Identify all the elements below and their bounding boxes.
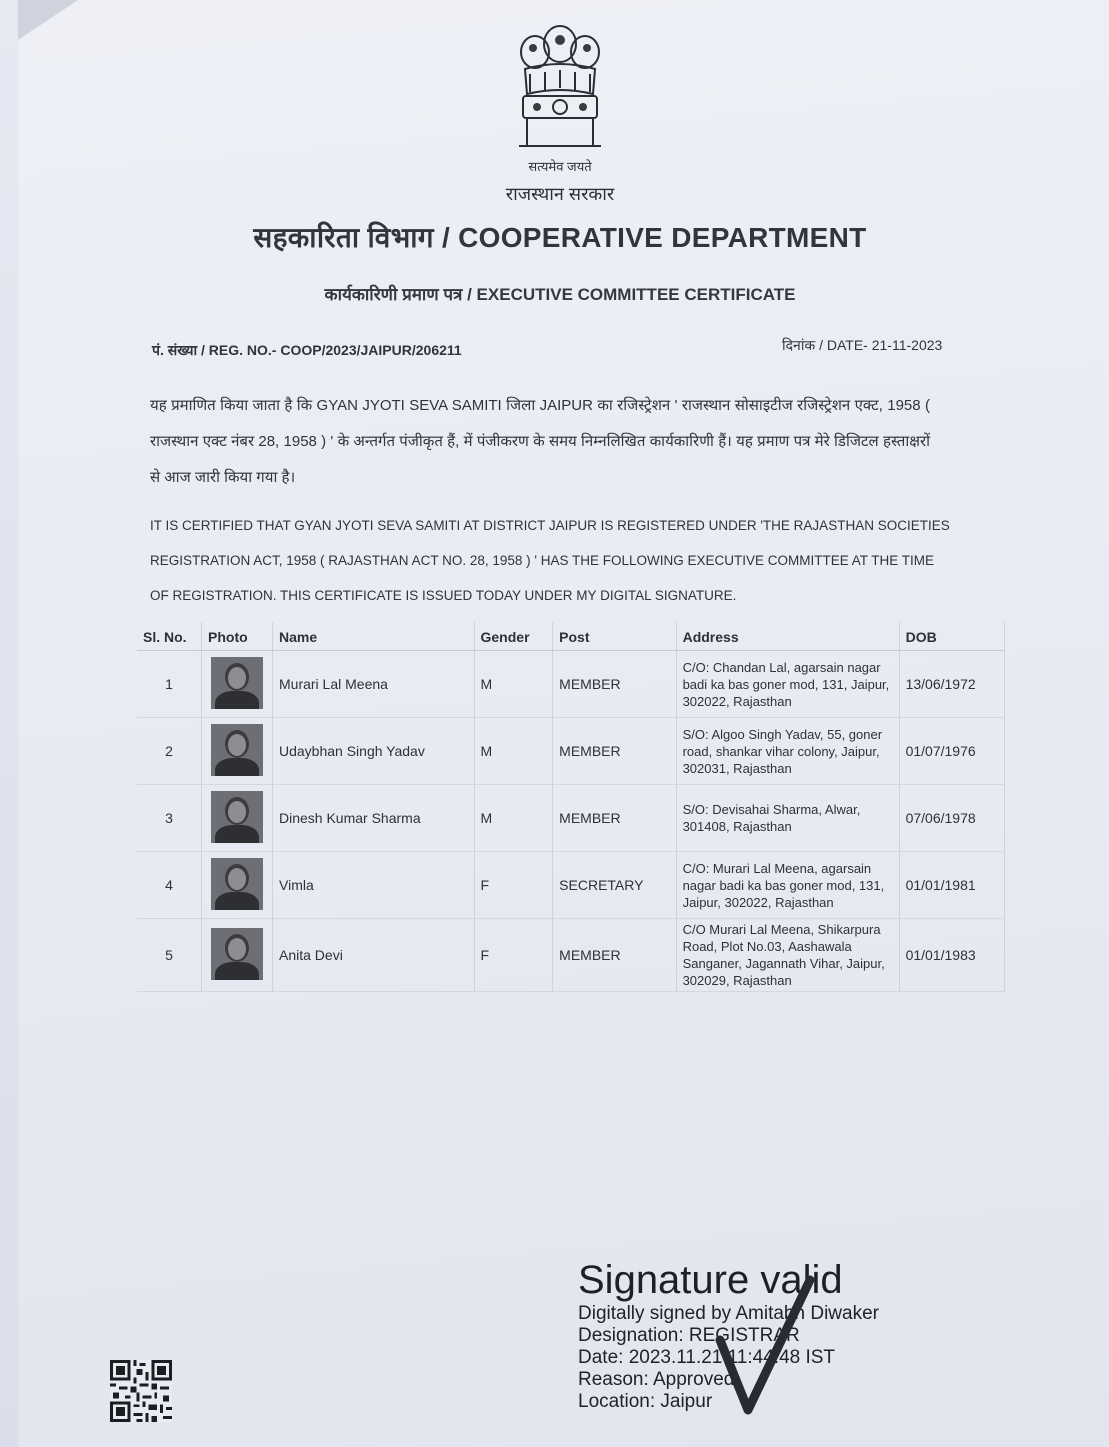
issue-date: दिनांक / DATE- 21-11-2023 (782, 337, 943, 353)
member-dob: 13/06/1972 (899, 651, 1004, 718)
header-address: Address (676, 622, 899, 651)
qr-code-icon (110, 1360, 172, 1422)
member-gender: M (474, 785, 553, 852)
signature-checkmark-icon (710, 1270, 820, 1420)
member-photo (211, 858, 263, 910)
member-post: MEMBER (553, 785, 676, 852)
sl-no: 5 (137, 919, 202, 992)
member-name: Dinesh Kumar Sharma (273, 785, 475, 852)
member-address: C/O Murari Lal Meena, Shikarpura Road, Plot No.03, Aashawala Sanganer, Jagannath Vihar, Jaipur, 302029, Rajasthan (676, 919, 899, 992)
signer-designation: Designation: REGISTRAR (578, 1325, 800, 1346)
government-name: राजस्थान सरकार (505, 184, 615, 204)
header-dob: DOB (899, 622, 1004, 651)
table-row (137, 785, 1005, 852)
sl-no: 1 (137, 651, 202, 718)
header-post: Post (553, 622, 676, 651)
header-gender: Gender (474, 622, 553, 651)
signature-location: Location: Jaipur (578, 1391, 713, 1412)
department-title: सहकारिता विभाग / COOPERATIVE DEPARTMENT (253, 222, 867, 253)
table-row (137, 718, 1005, 785)
member-post: MEMBER (553, 919, 676, 992)
registration-number: पं. संख्या / REG. NO.- COOP/2023/JAIPUR/206211 (152, 342, 462, 358)
national-emblem-icon (505, 14, 615, 164)
member-post: SECRETARY (553, 852, 676, 919)
member-address: C/O: Chandan Lal, agarsain nagar badi ka bas goner mod, 131, Jaipur, 302022, Rajasthan (676, 651, 899, 718)
signature-date: Date: 2023.11.21 11:44:48 IST (578, 1347, 836, 1368)
member-post: MEMBER (553, 718, 676, 785)
member-gender: M (474, 651, 553, 718)
member-address: S/O: Devisahai Sharma, Alwar, 301408, Rajasthan (676, 785, 899, 852)
sl-no: 4 (137, 852, 202, 919)
signed-by: Digitally signed by Amitabh Diwaker (578, 1303, 879, 1324)
english-certification-text: IT IS CERTIFIED THAT GYAN JYOTI SEVA SAMITI AT DISTRICT JAIPUR IS REGISTERED UNDER 'THE RAJASTHAN SOCIETIES REGISTRATION ACT, 1958 ( RAJASTHAN ACT NO. 28, 1958 ) ' HAS THE FOLLOWING EXECUTIVE COMMITTEE AT THE TIME OF REGISTRATION. THIS CERTIFICATE IS ISSUED TODAY UNDER MY DIGITAL SIGNATURE. (150, 518, 950, 603)
member-dob: 01/01/1981 (899, 852, 1004, 919)
member-address: S/O: Algoo Singh Yadav, 55, goner road, shankar vihar colony, Jaipur, 302031, Rajasthan (676, 718, 899, 785)
member-name: Udaybhan Singh Yadav (273, 718, 475, 785)
member-name: Murari Lal Meena (273, 651, 475, 718)
sl-no: 2 (137, 718, 202, 785)
sl-no: 3 (137, 785, 202, 852)
table-header-row (137, 622, 1005, 651)
member-gender: F (474, 852, 553, 919)
member-photo (211, 928, 263, 980)
member-gender: M (474, 718, 553, 785)
member-dob: 01/01/1983 (899, 919, 1004, 992)
certificate-title: कार्यकारिणी प्रमाण पत्र / EXECUTIVE COMMITTEE CERTIFICATE (324, 285, 796, 304)
emblem-motto: सत्यमेव जयते (528, 159, 592, 174)
member-address: C/O: Murari Lal Meena, agarsain nagar badi ka bas goner mod, 131, Jaipur, 302022, Rajasthan (676, 852, 899, 919)
header-sl-no: Sl. No. (137, 622, 202, 651)
member-dob: 07/06/1978 (899, 785, 1004, 852)
header-photo: Photo (202, 622, 273, 651)
member-gender: F (474, 919, 553, 992)
table-row (137, 651, 1005, 718)
member-photo (211, 724, 263, 776)
member-name: Anita Devi (273, 919, 475, 992)
member-photo (211, 791, 263, 843)
executive-committee-table (137, 622, 1005, 992)
member-name: Vimla (273, 852, 475, 919)
signature-status: Signature valid (578, 1258, 843, 1302)
member-post: MEMBER (553, 651, 676, 718)
hindi-certification-text: यह प्रमाणित किया जाता है कि GYAN JYOTI SEVA SAMITI जिला JAIPUR का रजिस्ट्रेशन ' राजस्थान सोसाइटीज रजिस्ट्रेशन एक्ट, 1958 ( राजस्थान एक्ट नंबर 28, 1958 ) ' के अन्तर्गत पंजीकृत हैं, में पंजीकरण के समय निम्नलिखित कार्यकारिणी हैं। यह प्रमाण पत्र मेरे डिजिटल हस्ताक्षरों से आज जारी किया गया है। (150, 397, 930, 486)
member-dob: 01/07/1976 (899, 718, 1004, 785)
header-name: Name (273, 622, 475, 651)
folded-corner (18, 0, 78, 40)
signature-reason: Reason: Approved (578, 1369, 735, 1390)
member-photo (211, 657, 263, 709)
table-row (137, 919, 1005, 992)
table-row (137, 852, 1005, 919)
